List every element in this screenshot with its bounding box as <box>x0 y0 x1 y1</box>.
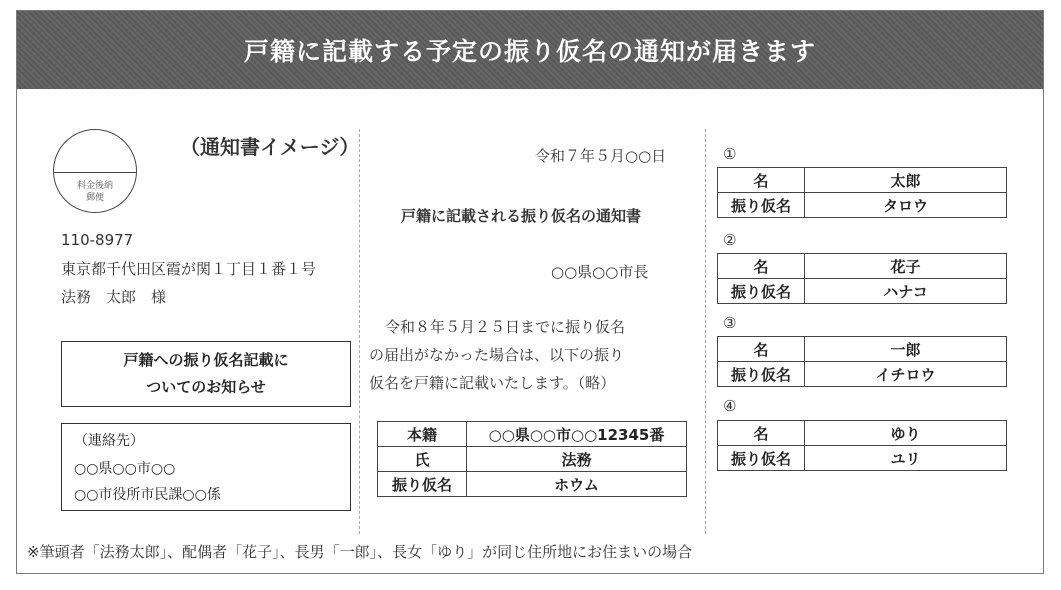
notice-panel <box>16 10 1044 574</box>
table-row <box>718 168 1007 193</box>
document-title: 戸籍に記載される振り仮名の通知書 <box>401 207 642 225</box>
notice-date: 令和７年５月○○日 <box>535 147 667 165</box>
family-register-table <box>377 421 687 497</box>
body-line-1: 令和８年５月２５日までに振り仮名 <box>385 318 626 336</box>
table-label: 名 <box>718 337 805 362</box>
table-value: ゆり <box>805 421 1007 446</box>
contact-line1: ○○県○○市○○ <box>74 461 176 477</box>
contact-label: （連絡先） <box>74 433 144 449</box>
banner-title: 戸籍に記載する予定の振り仮名の通知が届きます <box>243 37 816 66</box>
notice-heading-line1: 戸籍への振り仮名記載に <box>123 351 289 369</box>
table-row <box>718 446 1007 471</box>
name-table-4 <box>717 420 1007 471</box>
name-table-2 <box>717 253 1007 304</box>
table-label: 振り仮名 <box>378 472 467 497</box>
table-label: 名 <box>718 421 805 446</box>
table-row <box>718 254 1007 279</box>
table-label: 名 <box>718 168 805 193</box>
postage-seal-icon <box>53 129 137 213</box>
entry-number: ③ <box>723 314 737 332</box>
contact-box <box>61 423 351 511</box>
table-value: 一郎 <box>805 337 1007 362</box>
table-row <box>718 362 1007 387</box>
table-row <box>378 447 687 472</box>
table-row <box>718 193 1007 218</box>
table-value: 太郎 <box>805 168 1007 193</box>
table-value: 法務 <box>467 447 687 472</box>
name-table-1 <box>717 167 1007 218</box>
table-value: ハナコ <box>805 279 1007 304</box>
contact-line2: ○○市役所市民課○○係 <box>74 487 221 503</box>
recipient-name: 法務 太郎 様 <box>61 288 167 306</box>
table-label: 氏 <box>378 447 467 472</box>
table-label: 振り仮名 <box>718 193 805 218</box>
issuer: ○○県○○市長 <box>551 263 649 281</box>
body-line-3: 仮名を戸籍に記載いたします。（略） <box>369 374 616 392</box>
seal-text-line2: 郵便 <box>85 193 104 203</box>
recipient-address: 東京都千代田区霞が関１丁目１番１号 <box>61 260 317 278</box>
table-label: 名 <box>718 254 805 279</box>
table-value: タロウ <box>805 193 1007 218</box>
table-row <box>718 421 1007 446</box>
notice-heading-box <box>61 341 351 407</box>
notice-image-label: （通知書イメージ） <box>180 135 360 159</box>
table-row <box>378 422 687 447</box>
body-line-2: の届出がなかった場合は、以下の振り <box>369 346 625 364</box>
notice-heading-line2: ついてのお知らせ <box>146 378 266 396</box>
entry-number: ④ <box>723 397 737 415</box>
table-row <box>718 279 1007 304</box>
table-label: 振り仮名 <box>718 446 805 471</box>
footnote: ※筆頭者「法務太郎」、配偶者「花子」、長男「一郎」、長女「ゆり」が同じ住所地にお住まいの場合 <box>27 543 693 561</box>
table-row <box>378 472 687 497</box>
table-label: 振り仮名 <box>718 362 805 387</box>
column-divider-right <box>705 129 706 534</box>
postal-code: 110-8977 <box>61 231 134 249</box>
name-table-3 <box>717 336 1007 387</box>
entry-number: ① <box>723 145 737 163</box>
table-value: ホウム <box>467 472 687 497</box>
table-value: イチロウ <box>805 362 1007 387</box>
table-value: ○○県○○市○○12345番 <box>467 422 687 447</box>
table-value: ユリ <box>805 446 1007 471</box>
column-divider-left <box>359 129 360 534</box>
table-label: 本籍 <box>378 422 467 447</box>
title-banner <box>17 11 1043 89</box>
table-row <box>718 337 1007 362</box>
entry-number: ② <box>723 231 737 249</box>
table-label: 振り仮名 <box>718 279 805 304</box>
seal-text-line1: 料金後納 <box>76 181 113 191</box>
table-value: 花子 <box>805 254 1007 279</box>
